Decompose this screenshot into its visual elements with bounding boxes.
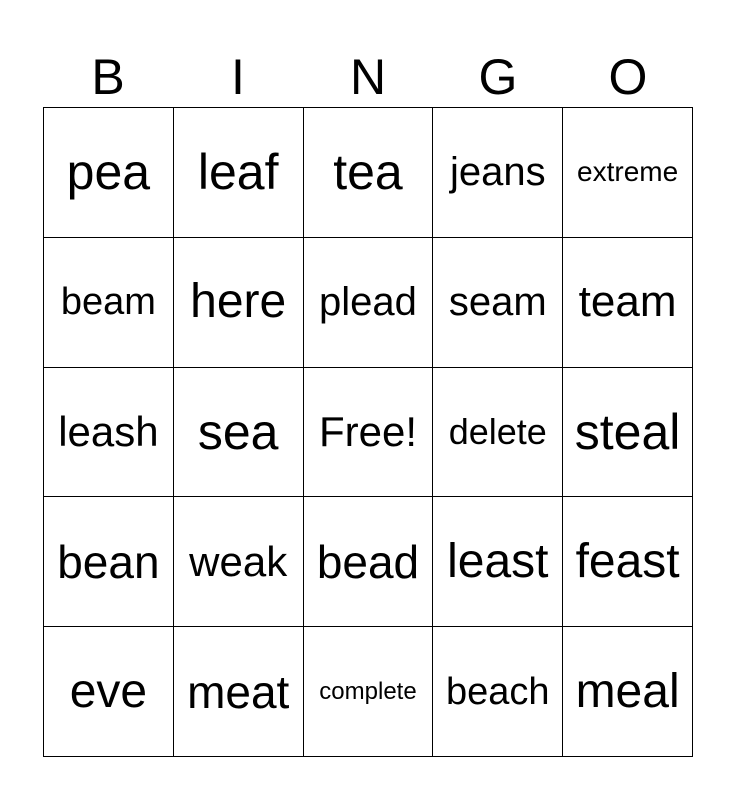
cell-word: meal xyxy=(575,664,680,718)
bingo-cell[interactable] xyxy=(433,497,563,627)
bingo-cell[interactable] xyxy=(433,238,563,368)
cell-word: sea xyxy=(197,403,279,460)
free-space-label: Free! xyxy=(318,407,417,455)
cell-word: steal xyxy=(574,403,681,460)
bingo-header xyxy=(43,46,693,108)
bingo-cell[interactable] xyxy=(563,368,693,498)
cell-word: meat xyxy=(187,665,290,718)
header-letter-n: N xyxy=(349,49,387,105)
bingo-cell[interactable] xyxy=(304,627,434,757)
bingo-cell[interactable] xyxy=(174,238,304,368)
cell-word: team xyxy=(578,277,677,327)
cell-word: beam xyxy=(60,281,156,324)
cell-word: leash xyxy=(58,407,159,455)
header-letter-b: B xyxy=(91,49,125,105)
bingo-cell[interactable] xyxy=(563,238,693,368)
bingo-cell[interactable] xyxy=(304,238,434,368)
bingo-cell[interactable] xyxy=(563,627,693,757)
bingo-cell[interactable] xyxy=(44,627,174,757)
cell-word: extreme xyxy=(577,156,679,188)
cell-word: leaf xyxy=(197,144,279,201)
cell-word: feast xyxy=(575,534,680,588)
cell-word: jeans xyxy=(449,150,546,195)
bingo-cell[interactable] xyxy=(563,497,693,627)
bingo-board xyxy=(43,107,693,757)
bingo-cell[interactable] xyxy=(44,497,174,627)
bingo-cell[interactable] xyxy=(174,627,304,757)
header-letter-g: G xyxy=(478,49,518,105)
bingo-cell[interactable] xyxy=(44,238,174,368)
bingo-cell[interactable] xyxy=(433,627,563,757)
cell-word: beach xyxy=(446,670,550,713)
cell-word: bead xyxy=(316,535,420,588)
cell-word: complete xyxy=(319,677,417,705)
cell-word: pea xyxy=(66,144,151,201)
bingo-cell[interactable] xyxy=(433,368,563,498)
bingo-cell[interactable] xyxy=(433,108,563,238)
bingo-cell[interactable] xyxy=(563,108,693,238)
cell-word: bean xyxy=(57,535,160,588)
bingo-cell[interactable] xyxy=(304,497,434,627)
cell-word: weak xyxy=(189,537,288,585)
bingo-cell[interactable] xyxy=(304,108,434,238)
bingo-cell[interactable] xyxy=(44,108,174,238)
free-space[interactable] xyxy=(304,368,434,498)
cell-word: plead xyxy=(319,280,417,325)
cell-word: here xyxy=(190,275,287,329)
cell-word: least xyxy=(447,534,549,588)
cell-word: seam xyxy=(448,280,547,325)
cell-word: tea xyxy=(333,144,403,201)
bingo-cell[interactable] xyxy=(174,108,304,238)
cell-word: eve xyxy=(69,664,148,718)
bingo-cell[interactable] xyxy=(174,497,304,627)
bingo-cell[interactable] xyxy=(44,368,174,498)
cell-word: delete xyxy=(448,410,547,452)
header-letter-o: O xyxy=(608,49,648,105)
header-letter-i: I xyxy=(231,49,245,105)
bingo-cell[interactable] xyxy=(174,368,304,498)
